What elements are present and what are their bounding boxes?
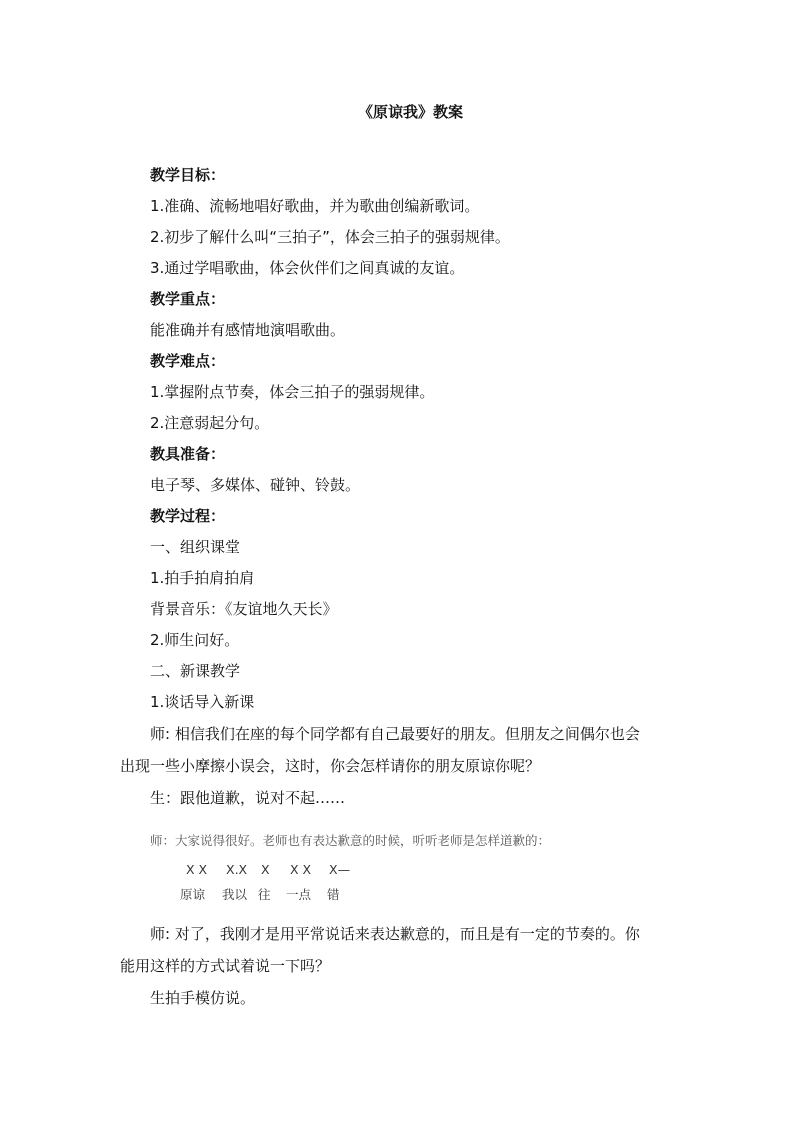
rhythm-lyric: 一点 bbox=[286, 887, 312, 902]
student-response: 生：跟他道歉，说对不起…… bbox=[150, 789, 346, 807]
teacher-paragraph-line: 师: 相信我们在座的每个同学都有自己最要好的朋友。但朋友之间偶尔也会 bbox=[150, 725, 640, 743]
student-action: 生拍手模仿说。 bbox=[150, 989, 256, 1007]
process-heading: 教学过程： bbox=[150, 507, 226, 525]
focus-text: 能准确并有感情地演唱歌曲。 bbox=[150, 321, 346, 339]
process-line: 一、组织课堂 bbox=[150, 538, 241, 556]
teacher-paragraph-line: 师: 对了，我刚才是用平常说话来表达歉意的，而且是有一定的节奏的。你 bbox=[150, 925, 640, 943]
rhythm-beat: X X bbox=[186, 862, 208, 877]
goal-item: 3.通过学唱歌曲，体会伙伴们之间真诚的友谊。 bbox=[150, 259, 465, 277]
process-line: 2.师生问好。 bbox=[150, 631, 240, 649]
rhythm-lyric: 我以 bbox=[222, 887, 248, 902]
rhythm-beat: X bbox=[261, 862, 270, 877]
difficulty-item: 1.掌握附点节奏，体会三拍子的强弱规律。 bbox=[150, 383, 435, 401]
document-title: 《原谅我》教案 bbox=[358, 103, 464, 121]
process-line: 1.拍手拍肩拍肩 bbox=[150, 569, 255, 587]
teacher-paragraph-line: 能用这样的方式试着说一下吗？ bbox=[120, 957, 331, 975]
rhythm-beat: X X bbox=[290, 862, 312, 877]
process-line: 二、新课教学 bbox=[150, 662, 241, 680]
difficulty-item: 2.注意弱起分句。 bbox=[150, 414, 270, 432]
teacher-paragraph-line: 出现一些小摩擦小误会，这时，你会怎样请你的朋友原谅你呢？ bbox=[120, 757, 541, 775]
focus-heading: 教学重点： bbox=[150, 290, 226, 308]
rhythm-beat: X.X bbox=[226, 862, 248, 877]
process-line: 背景音乐：《友谊地久天长》 bbox=[150, 600, 338, 618]
goal-item: 2.初步了解什么叫“三拍子”，体会三拍子的强弱规律。 bbox=[150, 228, 510, 246]
difficulty-heading: 教学难点： bbox=[150, 352, 226, 370]
goal-item: 1.准确、流畅地唱好歌曲，并为歌曲创编新歌词。 bbox=[150, 197, 480, 215]
tools-text: 电子琴、多媒体、碰钟、铃鼓。 bbox=[150, 476, 361, 494]
tools-heading: 教具准备： bbox=[150, 445, 226, 463]
process-line: 1.谈话导入新课 bbox=[150, 693, 255, 711]
rhythm-lyric: 往 bbox=[258, 887, 271, 902]
goals-heading: 教学目标： bbox=[150, 166, 226, 184]
rhythm-beat: X— bbox=[329, 862, 351, 877]
teacher-note: 师：大家说得很好。老师也有表达歉意的时候，听听老师是怎样道歉的： bbox=[150, 833, 551, 848]
rhythm-lyric: 错 bbox=[327, 887, 340, 902]
rhythm-lyric: 原谅 bbox=[180, 887, 206, 902]
